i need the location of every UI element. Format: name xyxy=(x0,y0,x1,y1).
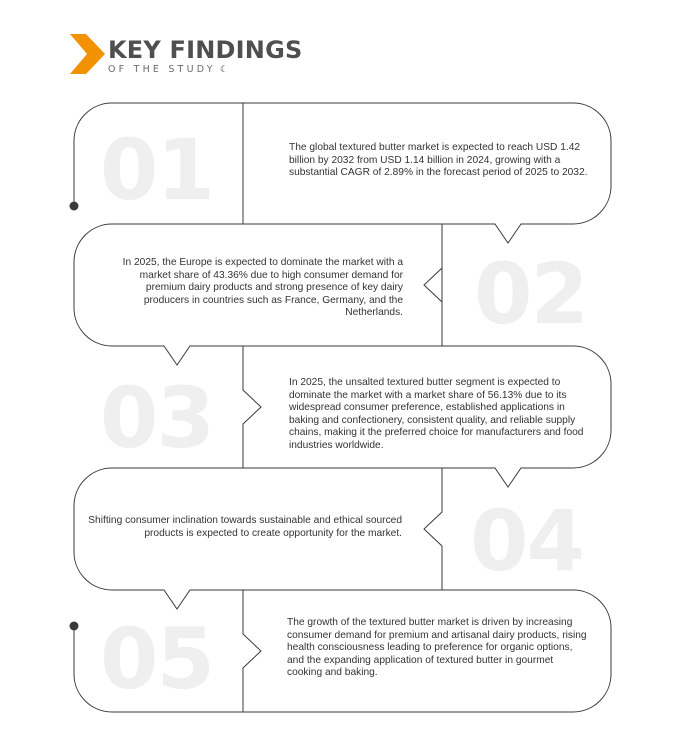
crescent-moon-icon: ☾ xyxy=(219,65,229,75)
timeline-dot-bottom xyxy=(70,622,79,631)
finding-number-03: 03 xyxy=(100,369,213,467)
page-title: KEY FINDINGS xyxy=(108,36,303,64)
finding-number-05: 05 xyxy=(100,610,213,708)
finding-number-01: 01 xyxy=(100,121,213,219)
finding-number-02: 02 xyxy=(474,245,587,343)
page-subtitle: OF THE STUDY ☾ xyxy=(108,64,229,75)
timeline-dot-top xyxy=(70,202,79,211)
finding-text-04: Shifting consumer inclination towards sustainable and ethical sourced products is expected to create opportunity for the market. xyxy=(88,515,402,539)
finding-text-01: The global textured butter market is expected to reach USD 1.42 billion by 2032 from USD 1.14 billion in 2024, growing with a substantial CAGR of 2.89% in the forecast period of 2025 to 2032. xyxy=(289,142,588,179)
finding-text-02: In 2025, the Europe is expected to dominate the market with a market share of 43.36% due to high consumer demand for premium dairy products and strong presence of key dairy producers in countries such as France, Germany, and the Netherlands. xyxy=(122,257,403,319)
finding-number-04: 04 xyxy=(470,492,583,590)
finding-text-05: The growth of the textured butter market is driven by increasing consumer demand for premium and artisanal dairy products, rising health consciousness leading to preference for organic options, and the expanding application of textured butter in gourmet cooking and baking. xyxy=(287,617,587,679)
finding-text-03: In 2025, the unsalted textured butter segment is expected to dominate the market with a market share of 56.13% due to its widespread consumer preference, established applications in baking and confectionery, consistent quality, and reliable supply chains, making it the preferred choice for manufacturers and food industries worldwide. xyxy=(289,377,584,451)
